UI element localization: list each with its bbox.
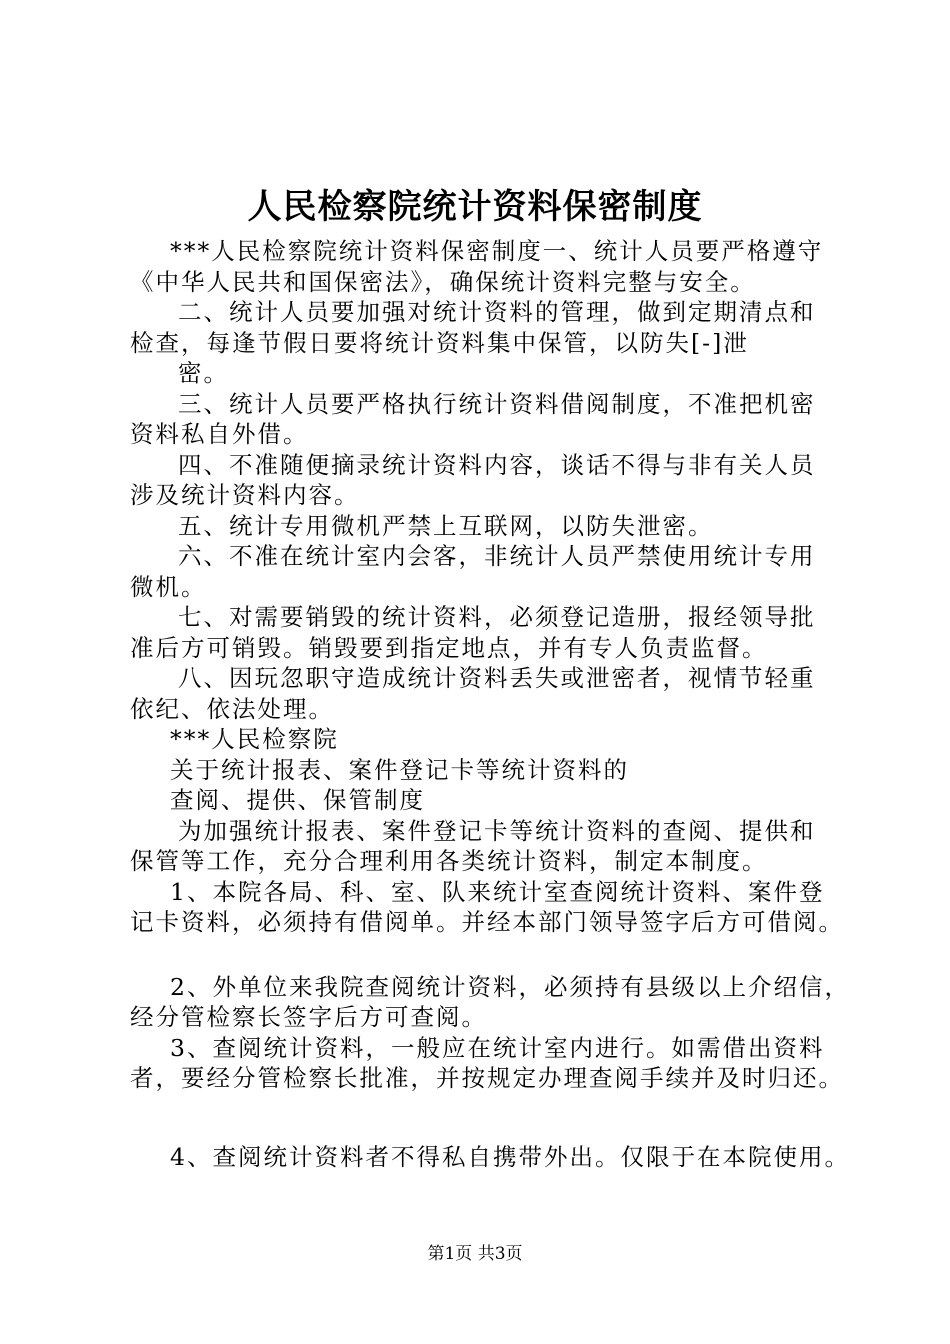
paragraph-line: 五、统计专用微机严禁上互联网，以防失泄密。: [178, 511, 714, 540]
paragraph-line: 微机。: [130, 572, 207, 601]
paragraph-line: 三、统计人员要严格执行统计资料借阅制度，不准把机密: [178, 389, 816, 418]
paragraph-line: 4、查阅统计资料者不得私自携带外出。仅限于在本院使用。: [170, 1142, 850, 1171]
paragraph-line: 为加强统计报表、案件登记卡等统计资料的查阅、提供和: [178, 816, 816, 845]
section-heading-line: ***人民检察院: [170, 725, 339, 753]
paragraph-line: 1、本院各局、科、室、队来统计室查阅统计资料、案件登: [170, 877, 825, 906]
paragraph-line: 密。: [178, 359, 229, 387]
paragraph-line: 六、不准在统计室内会客，非统计人员严禁使用统计专用: [178, 542, 816, 570]
paragraph-line: 检查，每逢节假日要将统计资料集中保管，以防失[-]泄: [130, 328, 749, 357]
paragraph-line: 《中华人民共和国保密法》，确保统计资料完整与安全。: [130, 267, 756, 296]
paragraph-line: 3、查阅统计资料，一般应在统计室内进行。如需借出资料: [170, 1033, 825, 1062]
paragraph-line: 二、统计人员要加强对统计资料的管理，做到定期清点和: [178, 298, 816, 326]
paragraph-line: 准后方可销毁。销毁要到指定地点，并有专人负责监督。: [130, 633, 768, 662]
section-heading-line: 关于统计报表、案件登记卡等统计资料的: [170, 755, 629, 784]
paragraph-line: 依纪、依法处理。: [130, 694, 334, 723]
paragraph-line: 保管等工作，充分合理利用各类统计资料，制定本制度。: [130, 847, 768, 875]
document-body: [130, 236, 855, 1172]
document-title: 人民检察院统计资料保密制度: [247, 187, 703, 227]
paragraph-line: 者，要经分管检察长批准，并按规定办理查阅手续并及时归还。: [130, 1064, 844, 1092]
paragraph-line: 经分管检察长签字后方可查阅。: [130, 1003, 487, 1031]
paragraph-line: 七、对需要销毁的统计资料，必须登记造册，报经领导批: [178, 603, 816, 631]
section-heading-line: 查阅、提供、保管制度: [170, 786, 425, 814]
paragraph-line: 2、外单位来我院查阅统计资料，必须持有县级以上介绍信，: [170, 972, 850, 1001]
paragraph-line: 资料私自外借。: [130, 420, 309, 448]
paragraph-line: 八、因玩忽职守造成统计资料丢失或泄密者，视情节轻重: [178, 664, 816, 692]
paragraph-line: ***人民检察院统计资料保密制度一、统计人员要严格遵守: [170, 237, 824, 265]
page-footer: 第1页 共3页: [427, 1244, 523, 1264]
paragraph-line: 记卡资料，必须持有借阅单。并经本部门领导签字后方可借阅。: [130, 908, 844, 936]
paragraph-line: 四、不准随便摘录统计资料内容，谈话不得与非有关人员: [178, 450, 816, 479]
paragraph-line: 涉及统计资料内容。: [130, 481, 360, 509]
